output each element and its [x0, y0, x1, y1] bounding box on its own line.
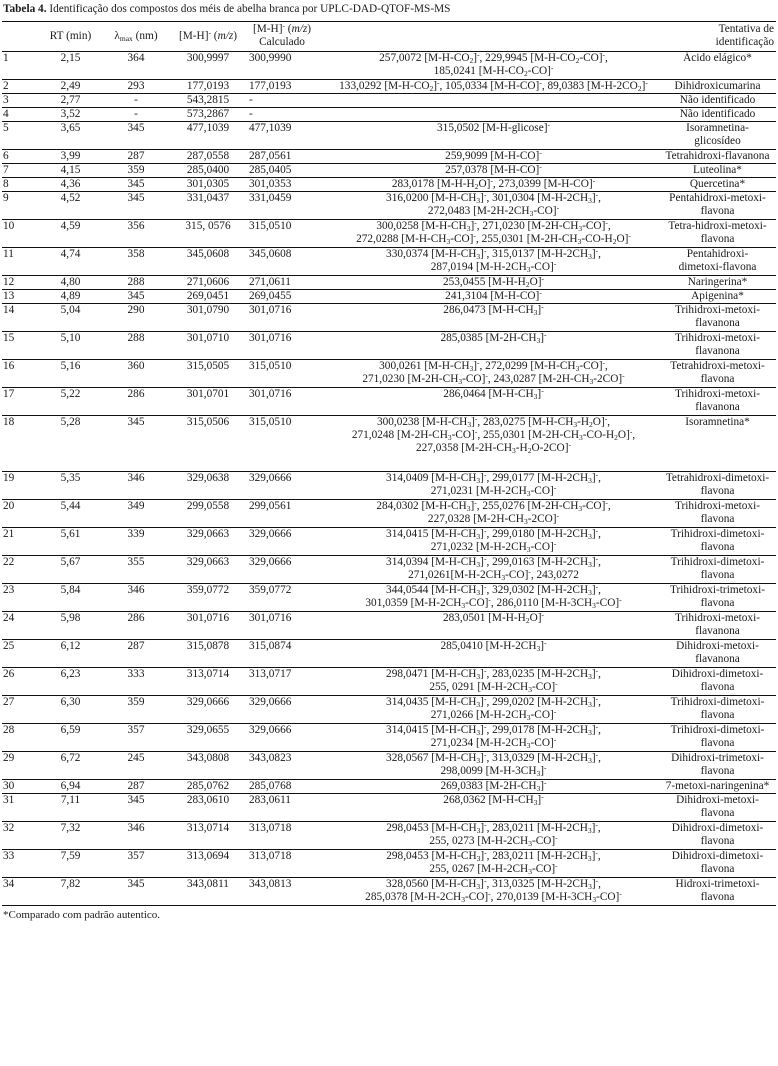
cell-retention-time: 2,49: [60, 80, 81, 92]
table-row: [2, 220, 776, 248]
cell-fragments: 259,9099 [M-H-CO]-: [445, 148, 542, 162]
table-row: [2, 94, 776, 108]
cell-number: 21: [3, 528, 15, 540]
cell-fragments: 257,0378 [M-H-CO]-: [445, 162, 542, 176]
cell-lambda-max: 287: [127, 640, 145, 652]
cell-fragments: 286,0473 $[M-H-CH_3]^-$: [443, 302, 544, 317]
table-row: [2, 850, 776, 878]
cell-retention-time: 3,65: [60, 122, 81, 134]
cell-mh-observed: 177,0193: [186, 80, 230, 92]
cell-retention-time: 5,28: [60, 416, 81, 428]
cell-retention-time: 4,59: [60, 220, 81, 232]
cell-retention-time: 6,59: [60, 724, 81, 736]
cell-lambda-max: 345: [127, 794, 145, 806]
cell-lambda-max: 357: [127, 850, 145, 862]
table-row: [2, 794, 776, 822]
cell-identification: Isoramnetina*: [685, 416, 750, 428]
cell-mh-observed: 283,0610: [186, 794, 230, 806]
cell-identification: Não identificado: [679, 94, 756, 106]
cell-fragments: [317, 94, 660, 108]
cell-identification: Pentahidroxi- dimetoxi-flavona: [678, 248, 757, 273]
table-row: [2, 528, 776, 556]
table-row: [2, 584, 776, 612]
cell-identification: Dihidroxi-metoxi- flavanona: [676, 640, 759, 665]
cell-mh-observed: 301,0790: [186, 304, 230, 316]
cell-mh-calculated: 315,0510: [249, 360, 292, 372]
header-mh-calculated: [M-H]- (m/z) Calculado: [252, 21, 312, 48]
cell-identification: Dihidroxi-dimetoxi- flavona: [671, 822, 764, 847]
cell-mh-observed: 315,0505: [186, 360, 230, 372]
cell-mh-calculated: 331,0459: [249, 192, 292, 204]
cell-identification: Hidroxi-trimetoxi- flavona: [675, 878, 760, 903]
cell-fragments: 285,0410 $[M-H-2CH_3]^-$: [440, 638, 547, 653]
cell-mh-calculated: 329,0666: [249, 556, 292, 568]
cell-mh-calculated: 287,0561: [249, 150, 292, 162]
cell-fragments: 314,0415 $[M-H-CH_3]^-$, 299,0178 $[M-H-2CH_3]^-$, 271,0234 $[M-H-2CH_3-CO]^-$: [386, 722, 601, 750]
cell-fragments: 268,0362 $[M-H-CH_3]^-$: [443, 792, 544, 807]
cell-mh-observed: 329,0666: [186, 696, 230, 708]
cell-mh-calculated: 345,0608: [249, 248, 292, 260]
cell-retention-time: 5,35: [60, 472, 81, 484]
cell-number: 7: [3, 164, 9, 176]
table-row: [2, 248, 776, 276]
cell-number: 14: [3, 304, 15, 316]
cell-retention-time: 6,30: [60, 696, 81, 708]
cell-identification: Luteolina*: [693, 164, 742, 176]
cell-mh-calculated: 299,0561: [249, 500, 292, 512]
cell-number: 1: [3, 52, 9, 64]
table-row: [2, 332, 776, 360]
cell-mh-observed: 313,0714: [186, 668, 230, 680]
table-body: [2, 52, 776, 906]
cell-retention-time: 5,22: [60, 388, 81, 400]
cell-retention-time: 5,44: [60, 500, 81, 512]
cell-retention-time: 5,84: [60, 584, 81, 596]
cell-fragments: 300,0238 $[M-H-CH_3]^-$, 283,0275 $[M-H-CH_3-H_2O]^-$, 271,0248 $[M-2H-CH_3-CO]^-$, 255,0301 $[M-2H-CH_3-CO-H_2O]^-$, 227,0358 $[M-2H-CH_3-H_2O-2CO]^-$: [351, 414, 636, 455]
cell-identification: 7-metoxi-naringenina*: [665, 780, 770, 792]
cell-mh-observed: 299,0558: [186, 500, 230, 512]
table-row: [2, 416, 776, 472]
cell-retention-time: 7,11: [60, 794, 81, 806]
table-row: [2, 822, 776, 850]
cell-mh-calculated: 315,0510: [249, 220, 292, 232]
cell-number: 33: [3, 850, 15, 862]
cell-retention-time: 4,15: [60, 164, 81, 176]
cell-fragments: 316,0200 $[M-H-CH_3]^-$, 301,0304 $[M-H-2CH_3]^-$, 272,0483 $[M-2H-2CH_3-CO]^-$: [386, 190, 601, 218]
cell-mh-calculated: -: [249, 108, 253, 120]
table-row: [2, 472, 776, 500]
cell-mh-observed: 329,0663: [186, 556, 230, 568]
table-header-row: [2, 22, 776, 52]
cell-number: 8: [3, 178, 9, 190]
cell-fragments: 241,3104 [M-H-CO]-: [445, 288, 542, 302]
cell-mh-observed: 573,2867: [186, 108, 230, 120]
cell-mh-calculated: 269,0455: [249, 290, 292, 302]
cell-identification: Trihidroxi-trimetoxi- flavona: [670, 584, 765, 609]
cell-fragments: 283,0501 $[M-H-H_2O]^-$: [442, 610, 544, 625]
cell-number: 15: [3, 332, 15, 344]
cell-mh-calculated: 271,0611: [249, 276, 291, 288]
cell-lambda-max: 356: [127, 220, 145, 232]
cell-number: 3: [3, 94, 9, 106]
cell-lambda-max: 333: [127, 668, 145, 680]
header-identification: Tentativa de identificação: [715, 23, 774, 48]
cell-lambda-max: -: [134, 94, 138, 106]
cell-lambda-max: 345: [127, 878, 145, 890]
cell-lambda-max: 360: [127, 360, 145, 372]
cell-mh-observed: 315, 0576: [185, 220, 231, 232]
cell-retention-time: 5,67: [60, 556, 81, 568]
table-row: [2, 878, 776, 906]
table-row: [2, 52, 776, 80]
cell-retention-time: 5,10: [60, 332, 81, 344]
cell-mh-observed: 315,0506: [186, 416, 230, 428]
cell-mh-calculated: 359,0772: [249, 584, 292, 596]
table-row: [2, 668, 776, 696]
cell-mh-calculated: 343,0823: [249, 752, 292, 764]
table-row: [2, 290, 776, 304]
cell-lambda-max: 346: [127, 584, 145, 596]
cell-lambda-max: 358: [127, 248, 145, 260]
cell-number: 16: [3, 360, 15, 372]
cell-identification: Tetra-hidroxi-metoxi- flavona: [668, 220, 767, 245]
cell-lambda-max: 364: [127, 52, 145, 64]
header-mh-observed: [M-H]- (m/z): [178, 27, 238, 42]
cell-identification: Ácido elágico*: [683, 52, 752, 64]
table-row: [2, 724, 776, 752]
cell-fragments: 330,0374 $[M-H-CH_3]^-$, 315,0137 $[M-H-2CH_3]^-$, 287,0194 $[M-H-2CH_3-CO]^-$: [386, 246, 601, 274]
cell-lambda-max: 286: [127, 612, 145, 624]
cell-retention-time: 7,59: [60, 850, 81, 862]
cell-fragments: 269,0383 $[M-2H-CH_3]^-$: [440, 778, 547, 793]
cell-identification: Trihidroxi-dimetoxi- flavona: [670, 556, 765, 581]
cell-mh-calculated: 301,0716: [249, 612, 292, 624]
cell-retention-time: 4,89: [60, 290, 81, 302]
table-row: [2, 108, 776, 122]
cell-fragments: 314,0435 $[M-H-CH_3]^-$, 299,0202 $[M-H-2CH_3]^-$, 271,0266 $[M-H-2CH_3-CO]^-$: [386, 694, 601, 722]
cell-number: 20: [3, 500, 15, 512]
cell-mh-calculated: 329,0666: [249, 472, 292, 484]
cell-identification: Apigenina*: [691, 290, 744, 302]
cell-number: 2: [3, 80, 9, 92]
header-number: [2, 22, 38, 52]
cell-identification: Isoramnetina- glicosídeo: [686, 122, 749, 147]
cell-number: 31: [3, 794, 15, 806]
cell-lambda-max: 346: [127, 822, 145, 834]
cell-fragments: 300,0258 $[M-H-CH_3]^-$, 271,0230 $[M-2H-CH_3-CO]^-$, 272,0288 $[M-H-CH_3-CO]^-$, 255,0301 $[M-2H-CH_3-CO-H_2O]^-$: [356, 218, 631, 246]
cell-identification: Não identificado: [679, 108, 756, 120]
cell-fragments: 285,0385 $[M-2H-CH_3]^-$: [440, 330, 547, 345]
cell-fragments: 133,0292 $[M-H-CO_2]^-$, 105,0334 [M-H-CO]-, 89,0383 $[M-H-2CO_2]^-$: [339, 78, 648, 93]
cell-identification: Dihidroxi-dimetoxi- flavona: [671, 668, 764, 693]
cell-mh-calculated: 329,0666: [249, 724, 292, 736]
cell-mh-calculated: 315,0510: [249, 416, 292, 428]
cell-number: 29: [3, 752, 15, 764]
cell-mh-calculated: 477,1039: [249, 122, 292, 134]
cell-identification: Tetrahidroxi-dimetoxi- flavona: [665, 472, 770, 497]
cell-retention-time: 7,32: [60, 822, 81, 834]
cell-number: 6: [3, 150, 9, 162]
cell-identification: Tetrahidroxi-flavanona: [665, 150, 770, 162]
table-row: [2, 388, 776, 416]
cell-identification: Trihidroxi-metoxi- flavanona: [675, 388, 760, 413]
cell-retention-time: 4,74: [60, 248, 81, 260]
cell-lambda-max: 345: [127, 416, 145, 428]
cell-lambda-max: 290: [127, 304, 145, 316]
cell-retention-time: 3,52: [60, 108, 81, 120]
cell-number: 19: [3, 472, 15, 484]
cell-lambda-max: 345: [127, 178, 145, 190]
cell-mh-observed: 301,0716: [186, 612, 230, 624]
cell-lambda-max: -: [134, 108, 138, 120]
table-row: [2, 80, 776, 94]
cell-fragments: 328,0567 $[M-H-CH_3]^-$, 313,0329 $[M-H-2CH_3]^-$, 298,0099 $[M-H-3CH_3]^-$: [386, 750, 601, 778]
cell-number: 11: [3, 248, 14, 260]
compounds-table: [2, 21, 776, 906]
cell-mh-calculated: 343,0813: [249, 878, 292, 890]
cell-number: 22: [3, 556, 15, 568]
cell-identification: Trihidroxi-metoxi- flavanona: [675, 612, 760, 637]
cell-fragments: 284,0302 $[M-H-CH_3]^-$, 255,0276 $[M-2H-CH_3-CO]^-$, 227,0328 $[M-2H-CH_3-2CO]^-$: [376, 498, 611, 526]
cell-number: 30: [3, 780, 15, 792]
cell-lambda-max: 286: [127, 388, 145, 400]
cell-mh-observed: 269,0451: [186, 290, 230, 302]
cell-mh-calculated: 177,0193: [249, 80, 292, 92]
cell-retention-time: 2,77: [60, 94, 81, 106]
cell-lambda-max: 345: [127, 290, 145, 302]
cell-lambda-max: 345: [127, 192, 145, 204]
cell-lambda-max: 288: [127, 332, 145, 344]
cell-retention-time: 4,80: [60, 276, 81, 288]
cell-mh-observed: 287,0558: [186, 150, 230, 162]
cell-fragments: 344,0544 $[M-H-CH_3]^-$, 329,0302 $[M-H-2CH_3]^-$, 301,0359 $[M-H-2CH_3-CO]^-$, 286,0110 $[M-H-3CH_3-CO]^-$: [365, 582, 622, 610]
cell-identification: Dihidroxi-trimetoxi- flavona: [671, 752, 764, 777]
cell-mh-observed: 331,0437: [186, 192, 230, 204]
table-row: [2, 640, 776, 668]
table-row: [2, 556, 776, 584]
cell-mh-observed: 285,0400: [186, 164, 230, 176]
cell-mh-observed: 285,0762: [186, 780, 230, 792]
cell-mh-calculated: -: [249, 94, 253, 106]
cell-identification: Naringerina*: [687, 276, 748, 288]
table-footnote: *Comparado com padrão autentico.: [3, 909, 161, 921]
cell-mh-calculated: 315,0874: [249, 640, 292, 652]
cell-identification: Trihidroxi-dimetoxi- flavona: [670, 696, 765, 721]
cell-mh-observed: 329,0638: [186, 472, 230, 484]
table-row: [2, 696, 776, 724]
cell-number: 17: [3, 388, 15, 400]
header-lambda-max: $\lambda_{max}$ (nm): [114, 29, 158, 43]
table-row: [2, 500, 776, 528]
cell-identification: Trihidroxi-dimetoxi- flavona: [670, 724, 765, 749]
table-row: [2, 752, 776, 780]
cell-mh-observed: 313,0714: [186, 822, 230, 834]
table-row: [2, 360, 776, 388]
cell-mh-calculated: 283,0611: [249, 794, 291, 806]
cell-number: 9: [3, 192, 9, 204]
cell-lambda-max: 355: [127, 556, 145, 568]
cell-mh-calculated: 301,0353: [249, 178, 292, 190]
cell-identification: Dihidroxi-dimetoxi- flavona: [671, 850, 764, 875]
cell-fragments: 286,0464 $[M-H-CH_3]^-$: [443, 386, 544, 401]
cell-mh-calculated: 301,0716: [249, 332, 292, 344]
cell-lambda-max: 349: [127, 500, 145, 512]
cell-mh-observed: 543,2815: [186, 94, 230, 106]
cell-fragments: 298,0471 $[M-H-CH_3]^-$, 283,0235 $[M-H-2CH_3]^-$, 255, 0291 $[M-H-2CH_3-CO]^-$: [386, 666, 601, 694]
cell-fragments: 253,0455 $[M-H-H_2O]^-$: [442, 274, 544, 289]
cell-identification: Quercetina*: [689, 178, 746, 190]
table-row: [2, 276, 776, 290]
cell-retention-time: 5,61: [60, 528, 81, 540]
cell-fragments: 314,0394 $[M-H-CH_3]^-$, 299,0163 $[M-H-2CH_3]^-$, $271,0261[M-H-2CH_3-CO]^-$, 243,0272: [386, 554, 601, 582]
table-title: Identificação dos compostos dos méis de abelha branca por UPLC-DAD-QTOF-MS-MS: [49, 3, 451, 15]
cell-retention-time: 4,52: [60, 192, 81, 204]
cell-number: 5: [3, 122, 9, 134]
cell-mh-calculated: 300,9990: [249, 52, 292, 64]
header-fragments: [317, 22, 660, 52]
cell-mh-calculated: 301,0716: [249, 388, 292, 400]
cell-mh-calculated: 313,0718: [249, 822, 292, 834]
table-row: [2, 122, 776, 150]
cell-retention-time: 5,98: [60, 612, 81, 624]
cell-mh-calculated: 285,0768: [249, 780, 292, 792]
cell-number: 32: [3, 822, 15, 834]
cell-number: 27: [3, 696, 15, 708]
cell-fragments: [317, 108, 660, 122]
cell-number: 26: [3, 668, 15, 680]
table-row: [2, 150, 776, 164]
cell-fragments: 300,0261 $[M-H-CH_3]^-$, 272,0299 $[M-H-CH_3-CO]^-$, 271,0230 $[M-2H-CH_3-CO]^-$, 243,0287 $[M-2H-CH_3-2CO]^-$: [362, 358, 625, 386]
cell-identification: Trihidroxi-dimetoxi- flavona: [670, 528, 765, 553]
cell-retention-time: 4,36: [60, 178, 81, 190]
cell-retention-time: 5,04: [60, 304, 81, 316]
cell-fragments: 283,0178 $[M-H-H_2O]^-$, 273,0399 [M-H-CO]-: [391, 176, 596, 191]
cell-mh-observed: 329,0663: [186, 528, 230, 540]
cell-fragments: 314,0415 $[M-H-CH_3]^-$, 299,0180 $[M-H-2CH_3]^-$, 271,0232 $[M-H-2CH_3-CO]^-$: [386, 526, 601, 554]
header-rt: RT (min): [49, 29, 92, 42]
cell-retention-time: 5,16: [60, 360, 81, 372]
cell-number: 25: [3, 640, 15, 652]
table-caption: [3, 3, 776, 16]
cell-mh-observed: 329,0655: [186, 724, 230, 736]
cell-number: 10: [3, 220, 15, 232]
cell-mh-observed: 345,0608: [186, 248, 230, 260]
cell-mh-calculated: 301,0716: [249, 304, 292, 316]
cell-lambda-max: 357: [127, 724, 145, 736]
cell-retention-time: 6,72: [60, 752, 81, 764]
cell-mh-calculated: 329,0666: [249, 696, 292, 708]
table-row: [2, 164, 776, 178]
table-row: [2, 780, 776, 794]
cell-retention-time: 7,82: [60, 878, 81, 890]
cell-lambda-max: 359: [127, 696, 145, 708]
cell-mh-observed: 301,0710: [186, 332, 230, 344]
cell-lambda-max: 287: [127, 150, 145, 162]
cell-mh-calculated: 329,0666: [249, 528, 292, 540]
cell-identification: Pentahidroxi-metoxi- flavona: [669, 192, 766, 217]
cell-lambda-max: 346: [127, 472, 145, 484]
cell-lambda-max: 293: [127, 80, 145, 92]
cell-number: 34: [3, 878, 15, 890]
cell-lambda-max: 339: [127, 528, 145, 540]
cell-number: 4: [3, 108, 9, 120]
cell-identification: Dihidroxi-metoxi- flavona: [676, 794, 759, 819]
cell-lambda-max: 288: [127, 276, 145, 288]
cell-number: 18: [3, 416, 15, 428]
cell-mh-observed: 271,0606: [186, 276, 230, 288]
cell-retention-time: 3,99: [60, 150, 81, 162]
cell-fragments: 257,0072 $[M-H-CO_2]^-$, 229,9945 $[M-H-CO_2-CO]^-$, 185,0241 $[M-H-CO_2-CO]^-$: [379, 50, 608, 78]
cell-fragments: 298,0453 $[M-H-CH_3]^-$, 283,0211 $[M-H-2CH_3]^-$, 255, 0273 $[M-H-2CH_3-CO]^-$: [386, 820, 601, 848]
cell-retention-time: 2,15: [60, 52, 81, 64]
cell-mh-observed: 477,1039: [186, 122, 230, 134]
cell-fragments: 315,0502 [M-H-glicose]-: [437, 120, 550, 134]
table-label: Tabela 4.: [3, 3, 47, 15]
table-row: [2, 612, 776, 640]
cell-identification: Trihidroxi-metoxi- flavanona: [675, 304, 760, 329]
cell-lambda-max: 287: [127, 780, 145, 792]
cell-lambda-max: 359: [127, 164, 145, 176]
cell-mh-observed: 300,9997: [186, 52, 230, 64]
cell-lambda-max: 345: [127, 122, 145, 134]
cell-fragments: 328,0560 $[M-H-CH_3]^-$, 313,0325 $[M-H-2CH_3]^-$, 285,0378 $[M-H-2CH_3-CO]^-$, 270,0139 $[M-H-3CH_3-CO]^-$: [365, 876, 622, 904]
cell-number: 28: [3, 724, 15, 736]
cell-identification: Trihidroxi-metoxi- flavanona: [675, 332, 760, 357]
cell-identification: Dihidroxicumarina: [674, 80, 761, 92]
cell-number: 24: [3, 612, 15, 624]
cell-mh-observed: 313,0694: [186, 850, 230, 862]
cell-mh-observed: 301,0305: [186, 178, 230, 190]
cell-number: 12: [3, 276, 15, 288]
cell-identification: Tetrahidroxi-metoxi- flavona: [670, 360, 765, 385]
table-row: [2, 304, 776, 332]
cell-mh-calculated: 313,0717: [249, 668, 292, 680]
cell-mh-observed: 301,0701: [186, 388, 230, 400]
table-row: [2, 192, 776, 220]
cell-retention-time: 6,23: [60, 668, 81, 680]
cell-number: 23: [3, 584, 15, 596]
cell-mh-calculated: 313,0718: [249, 850, 292, 862]
cell-retention-time: 6,94: [60, 780, 81, 792]
cell-mh-observed: 343,0811: [187, 878, 229, 890]
cell-mh-observed: 343,0808: [186, 752, 230, 764]
cell-fragments: 314,0409 $[M-H-CH_3]^-$, 299,0177 $[M-H-2CH_3]^-$, 271,0231 $[M-H-2CH_3-CO]^-$: [386, 470, 601, 498]
table-row: [2, 178, 776, 192]
cell-retention-time: 6,12: [60, 640, 81, 652]
cell-mh-observed: 315,0878: [186, 640, 230, 652]
cell-mh-observed: 359,0772: [186, 584, 230, 596]
cell-identification: Trihidroxi-metoxi- flavona: [675, 500, 760, 525]
cell-fragments: 298,0453 $[M-H-CH_3]^-$, 283,0211 $[M-H-2CH_3]^-$, 255, 0267 $[M-H-2CH_3-CO]^-$: [386, 848, 601, 876]
cell-number: 13: [3, 290, 15, 302]
cell-mh-calculated: 285,0405: [249, 164, 292, 176]
cell-lambda-max: 245: [127, 752, 145, 764]
